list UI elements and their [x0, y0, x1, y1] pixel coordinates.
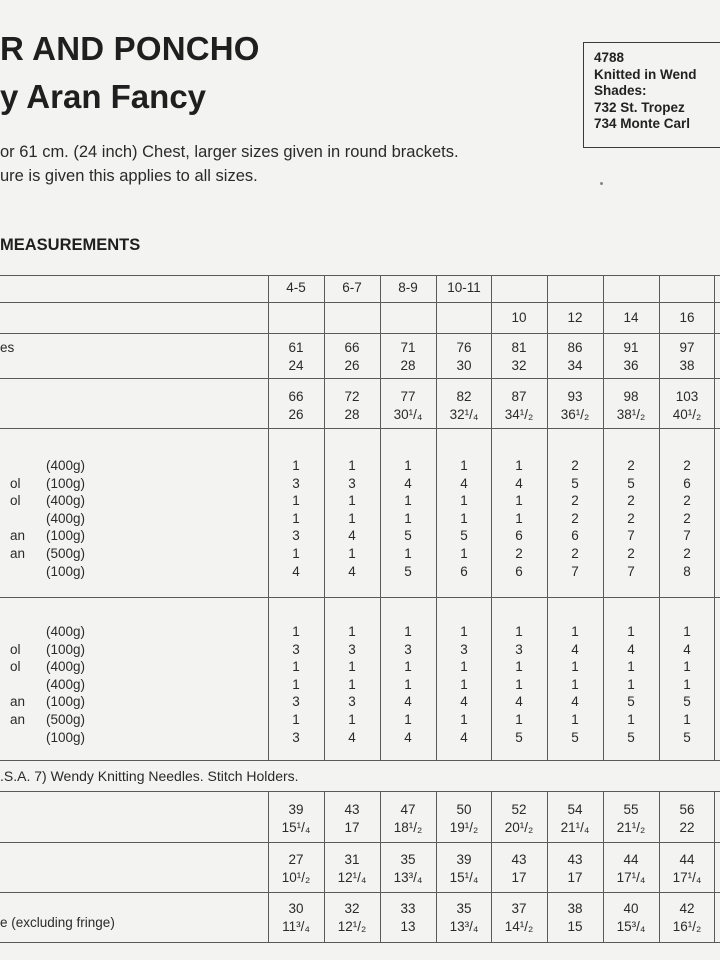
- measurement-in-cell: 12¹/₂: [337, 919, 367, 934]
- yarn-qty-cell: 1: [292, 546, 300, 561]
- yarn-weight: (100g): [46, 563, 86, 579]
- yarn-qty-cell: 1: [348, 659, 356, 675]
- actual-cm-cell: 98: [623, 389, 639, 404]
- pattern-code: 4788: [594, 50, 625, 65]
- measurement-cm-cell: 47: [400, 802, 416, 817]
- yarn-label: ol: [10, 641, 21, 657]
- pattern-title-line2: y Aran Fancy: [0, 78, 207, 115]
- yarn-qty-cell: 1: [571, 676, 579, 692]
- yarn-qty-cell: 1: [515, 458, 523, 473]
- measurement-in-cell: 15: [567, 919, 583, 934]
- yarn-qty-cell: 4: [348, 563, 356, 579]
- yarn-qty-cell: 3: [292, 729, 300, 745]
- yarn-qty-cell: 1: [460, 676, 468, 692]
- yarn-qty-cell: 1: [571, 624, 579, 639]
- yarn-label: an: [10, 712, 26, 727]
- yarn-qty-cell: 1: [515, 659, 523, 675]
- size-header-age: 10-11: [447, 280, 481, 295]
- yarn-label: an: [10, 528, 26, 544]
- chest-cm-cell: 86: [567, 340, 583, 355]
- yarn-qty-cell: 5: [683, 729, 691, 745]
- yarn-qty-cell: 6: [460, 563, 468, 579]
- yarn-qty-cell: 1: [404, 659, 412, 675]
- yarn-qty-cell: 5: [515, 729, 523, 745]
- yarn-qty-cell: 1: [292, 493, 300, 509]
- actual-in-cell: 38¹/₂: [616, 407, 646, 422]
- pattern-title-line1: R AND PONCHO: [0, 30, 260, 67]
- measurement-in-cell: 15¹/₄: [281, 820, 311, 835]
- yarn-qty-cell: 2: [683, 546, 691, 561]
- actual-in-cell: 28: [344, 407, 360, 422]
- yarn-qty-cell: 1: [348, 712, 356, 727]
- yarn-qty-cell: 5: [627, 475, 635, 491]
- measurement-cm-cell: 43: [511, 852, 527, 867]
- yarn-weight: (500g): [46, 546, 86, 561]
- yarn-qty-cell: 1: [627, 659, 635, 675]
- yarn-qty-cell: 1: [292, 624, 300, 639]
- measurement-in-cell: 11³/₄: [282, 919, 310, 934]
- yarn-qty-cell: 4: [683, 641, 691, 657]
- yarn-qty-cell: 2: [683, 493, 691, 509]
- yarn-qty-cell: 1: [404, 712, 412, 727]
- measurement-cm-cell: 43: [567, 852, 583, 867]
- yarn-weight: (400g): [46, 624, 86, 639]
- yarn-qty-cell: 3: [292, 694, 300, 710]
- yarn-qty-cell: 1: [404, 624, 412, 639]
- measurement-in-cell: 17: [344, 820, 360, 835]
- yarn-qty-cell: 5: [571, 475, 579, 491]
- actual-cm-cell: 87: [511, 389, 527, 404]
- yarn-label: an: [10, 694, 26, 710]
- chest-cm-cell: 71: [400, 340, 416, 355]
- actual-cm-cell: 72: [344, 389, 360, 404]
- yarn-qty-cell: 5: [460, 528, 468, 544]
- yarn-qty-cell: 7: [627, 528, 635, 544]
- yarn-qty-cell: 1: [683, 659, 691, 675]
- yarn-qty-cell: 8: [683, 563, 691, 579]
- chest-in-cell: 30: [456, 358, 472, 373]
- measurement-in-cell: 18¹/₂: [393, 820, 423, 835]
- yarn-qty-cell: 7: [571, 563, 579, 579]
- measurement-in-cell: 15¹/₄: [449, 870, 479, 885]
- intro-line-2: ure is given this applies to all sizes.: [0, 167, 258, 185]
- size-header-age: 6-7: [342, 280, 362, 295]
- yarn-qty-cell: 5: [571, 729, 579, 745]
- yarn-qty-cell: 1: [683, 624, 691, 639]
- shade-1: 732 St. Tropez: [594, 99, 685, 115]
- chest-in-cell: 32: [511, 358, 527, 373]
- chest-in-cell: 38: [679, 358, 695, 373]
- yarn-qty-cell: 1: [627, 676, 635, 692]
- measurement-in-cell: 17¹/₄: [672, 870, 702, 885]
- measurement-cm-cell: 39: [456, 852, 472, 867]
- yarn-qty-cell: 3: [292, 641, 300, 657]
- shades-label: Shades:: [594, 83, 647, 98]
- measurement-in-cell: 10¹/₂: [281, 870, 311, 885]
- measurement-in-cell: 19¹/₂: [449, 820, 479, 835]
- yarn-qty-cell: 2: [683, 458, 691, 473]
- yarn-qty-cell: 5: [404, 528, 412, 544]
- yarn-qty-cell: 1: [292, 659, 300, 675]
- chest-cm-cell: 76: [456, 340, 472, 355]
- actual-in-cell: 36¹/₂: [560, 407, 590, 422]
- size-header-number: 14: [623, 310, 639, 325]
- actual-in-cell: 40¹/₂: [672, 407, 702, 422]
- yarn-qty-cell: 4: [460, 694, 468, 710]
- yarn-qty-cell: 1: [348, 493, 356, 509]
- actual-cm-cell: 103: [675, 389, 699, 404]
- yarn-qty-cell: 1: [571, 659, 579, 675]
- yarn-qty-cell: 4: [460, 475, 468, 491]
- measurement-cm-cell: 35: [456, 901, 472, 916]
- yarn-weight: (100g): [46, 641, 86, 657]
- yarn-qty-cell: 1: [515, 676, 523, 692]
- yarn-qty-cell: 5: [404, 563, 412, 579]
- yarn-qty-cell: 1: [683, 712, 691, 727]
- yarn-weight: (100g): [46, 475, 86, 491]
- yarn-qty-cell: 7: [683, 528, 691, 544]
- knitted-in-label: Knitted in Wend: [594, 66, 697, 82]
- yarn-qty-cell: 4: [460, 729, 468, 745]
- measurement-cm-cell: 52: [511, 802, 527, 817]
- actual-in-cell: 26: [288, 407, 304, 422]
- yarn-qty-cell: 1: [460, 493, 468, 509]
- measurement-cm-cell: 40: [623, 901, 639, 916]
- yarn-weight: (100g): [46, 694, 86, 710]
- yarn-qty-cell: 6: [683, 475, 691, 491]
- measurement-cm-cell: 54: [567, 802, 583, 817]
- yarn-weight: (400g): [46, 510, 86, 526]
- measurement-cm-cell: 44: [623, 852, 639, 867]
- measurement-in-cell: 13: [400, 919, 416, 934]
- size-header-number: 16: [679, 310, 695, 325]
- yarn-qty-cell: 3: [348, 694, 356, 710]
- yarn-qty-cell: 1: [348, 510, 356, 526]
- yarn-qty-cell: 2: [683, 510, 691, 526]
- actual-cm-cell: 93: [567, 389, 583, 404]
- chest-cm-cell: 97: [679, 340, 695, 355]
- yarn-weight: (100g): [46, 528, 86, 544]
- needles-note: .S.A. 7) Wendy Knitting Needles. Stitch Holders.: [0, 768, 299, 784]
- yarn-qty-cell: 3: [292, 528, 300, 544]
- yarn-qty-cell: 1: [292, 510, 300, 526]
- yarn-qty-cell: 7: [627, 563, 635, 579]
- measurement-cm-cell: 43: [344, 802, 360, 817]
- yarn-qty-cell: 1: [348, 624, 356, 639]
- yarn-qty-cell: 3: [292, 475, 300, 491]
- yarn-qty-cell: 2: [627, 493, 635, 509]
- measurement-cm-cell: 35: [400, 852, 416, 867]
- actual-in-cell: 30¹/₄: [393, 407, 423, 422]
- yarn-qty-cell: 1: [348, 458, 356, 473]
- measurement-in-cell: 21¹/₂: [616, 820, 646, 835]
- yarn-label: ol: [10, 475, 21, 491]
- yarn-weight: (400g): [46, 659, 86, 675]
- actual-in-cell: 32¹/₄: [449, 407, 479, 422]
- yarn-qty-cell: 1: [460, 712, 468, 727]
- chest-in-cell: 24: [288, 358, 304, 373]
- actual-cm-cell: 66: [288, 389, 304, 404]
- actual-cm-cell: 82: [456, 389, 472, 404]
- yarn-qty-cell: 1: [460, 458, 468, 473]
- measurement-in-cell: 22: [679, 820, 695, 835]
- yarn-qty-cell: 1: [292, 712, 300, 727]
- measurement-cm-cell: 38: [567, 901, 583, 916]
- size-header-age: 4-5: [286, 280, 306, 295]
- measurement-in-cell: 17: [567, 870, 583, 885]
- yarn-qty-cell: 2: [627, 546, 635, 561]
- measurement-cm-cell: 30: [288, 901, 304, 916]
- pattern-info-box: [583, 42, 720, 148]
- measurement-in-cell: 16¹/₂: [672, 919, 702, 934]
- yarn-weight: (500g): [46, 712, 86, 727]
- yarn-qty-cell: 3: [404, 641, 412, 657]
- yarn-qty-cell: 1: [515, 624, 523, 639]
- yarn-qty-cell: 4: [404, 475, 412, 491]
- shade-2: 734 Monte Carl: [594, 116, 691, 131]
- yarn-qty-cell: 1: [404, 510, 412, 526]
- chest-cm-cell: 81: [511, 340, 527, 355]
- yarn-weight: (400g): [46, 458, 86, 473]
- yarn-qty-cell: 5: [683, 694, 691, 710]
- yarn-qty-cell: 1: [348, 676, 356, 692]
- chest-in-cell: 28: [400, 358, 416, 373]
- chest-in-cell: 26: [344, 358, 360, 373]
- measurement-in-cell: 20¹/₂: [504, 820, 534, 835]
- chest-label: es: [0, 340, 15, 355]
- yarn-qty-cell: 1: [292, 458, 300, 473]
- yarn-qty-cell: 2: [627, 510, 635, 526]
- yarn-weight: (100g): [46, 729, 86, 745]
- size-header-number: 12: [567, 310, 583, 325]
- yarn-qty-cell: 4: [571, 694, 579, 710]
- measurement-in-cell: 17: [511, 870, 527, 885]
- yarn-qty-cell: 2: [571, 546, 579, 561]
- yarn-qty-cell: 5: [627, 729, 635, 745]
- yarn-label: an: [10, 546, 26, 561]
- section-title: MEASUREMENTS: [0, 236, 141, 254]
- poncho-length-label: e (excluding fringe): [0, 915, 115, 930]
- yarn-label: ol: [10, 659, 21, 675]
- yarn-qty-cell: 2: [571, 510, 579, 526]
- yarn-qty-cell: 4: [571, 641, 579, 657]
- yarn-qty-cell: 1: [515, 712, 523, 727]
- measurement-in-cell: 12¹/₄: [337, 870, 367, 885]
- chest-cm-cell: 91: [623, 340, 639, 355]
- yarn-qty-cell: 4: [627, 641, 635, 657]
- intro-line-1: or 61 cm. (24 inch) Chest, larger sizes given in round brackets.: [0, 143, 459, 161]
- yarn-qty-cell: 1: [404, 546, 412, 561]
- yarn-qty-cell: 3: [515, 641, 523, 657]
- yarn-qty-cell: 3: [348, 641, 356, 657]
- measurement-cm-cell: 33: [400, 901, 416, 916]
- yarn-qty-cell: 2: [571, 458, 579, 473]
- yarn-qty-cell: 1: [515, 493, 523, 509]
- chest-in-cell: 34: [567, 358, 583, 373]
- yarn-qty-cell: 4: [292, 563, 300, 579]
- yarn-qty-cell: 2: [571, 493, 579, 509]
- yarn-qty-cell: 1: [571, 712, 579, 727]
- size-header-age: 8-9: [398, 280, 418, 295]
- measurement-in-cell: 14¹/₂: [504, 919, 534, 934]
- yarn-qty-cell: 1: [683, 676, 691, 692]
- measurement-cm-cell: 37: [511, 901, 527, 916]
- yarn-qty-cell: 1: [627, 712, 635, 727]
- yarn-qty-cell: 2: [627, 458, 635, 473]
- measurement-in-cell: 17¹/₄: [616, 870, 646, 885]
- measurement-cm-cell: 50: [456, 802, 472, 817]
- measurement-in-cell: 13³/₄: [393, 870, 423, 885]
- yarn-qty-cell: 3: [460, 641, 468, 657]
- measurement-cm-cell: 56: [679, 802, 695, 817]
- measurement-cm-cell: 31: [344, 852, 360, 867]
- yarn-qty-cell: 6: [515, 528, 523, 544]
- actual-in-cell: 34¹/₂: [504, 407, 534, 422]
- measurement-cm-cell: 39: [288, 802, 304, 817]
- measurement-in-cell: 13³/₄: [449, 919, 479, 934]
- measurement-cm-cell: 55: [623, 802, 639, 817]
- yarn-label: ol: [10, 493, 21, 509]
- yarn-qty-cell: 1: [460, 659, 468, 675]
- yarn-qty-cell: 4: [404, 694, 412, 710]
- yarn-qty-cell: 4: [515, 694, 523, 710]
- yarn-qty-cell: 1: [404, 493, 412, 509]
- chest-cm-cell: 61: [288, 340, 304, 355]
- yarn-weight: (400g): [46, 676, 86, 692]
- measurement-in-cell: 21¹/₄: [560, 820, 590, 835]
- yarn-qty-cell: 6: [515, 563, 523, 579]
- yarn-qty-cell: 4: [348, 528, 356, 544]
- yarn-qty-cell: 1: [460, 546, 468, 561]
- paper-speck: [600, 182, 603, 185]
- yarn-qty-cell: 2: [515, 546, 523, 561]
- yarn-weight: (400g): [46, 493, 86, 509]
- actual-cm-cell: 77: [400, 389, 416, 404]
- yarn-qty-cell: 1: [404, 458, 412, 473]
- chest-in-cell: 36: [623, 358, 639, 373]
- yarn-qty-cell: 4: [515, 475, 523, 491]
- yarn-qty-cell: 1: [627, 624, 635, 639]
- measurement-cm-cell: 27: [288, 852, 304, 867]
- measurement-cm-cell: 32: [344, 901, 360, 916]
- yarn-qty-cell: 1: [460, 624, 468, 639]
- yarn-qty-cell: 1: [292, 676, 300, 692]
- yarn-qty-cell: 1: [348, 546, 356, 561]
- yarn-qty-cell: 3: [348, 475, 356, 491]
- chest-cm-cell: 66: [344, 340, 360, 355]
- measurement-cm-cell: 44: [679, 852, 695, 867]
- yarn-qty-cell: 6: [571, 528, 579, 544]
- measurement-cm-cell: 42: [679, 901, 695, 916]
- yarn-qty-cell: 1: [460, 510, 468, 526]
- yarn-qty-cell: 1: [515, 510, 523, 526]
- yarn-qty-cell: 1: [404, 676, 412, 692]
- size-header-number: 10: [511, 310, 527, 325]
- measurement-in-cell: 15³/₄: [616, 919, 646, 934]
- yarn-qty-cell: 4: [404, 729, 412, 745]
- yarn-qty-cell: 5: [627, 694, 635, 710]
- yarn-qty-cell: 4: [348, 729, 356, 745]
